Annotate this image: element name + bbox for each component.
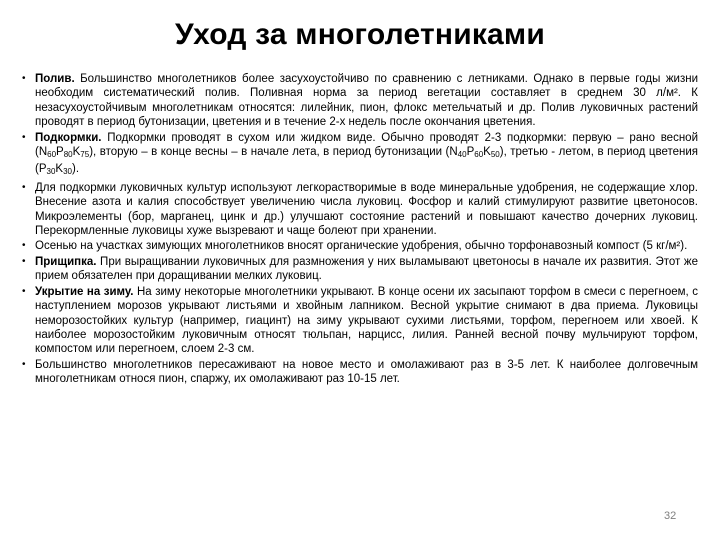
list-item-autumn-fertilizing: [22, 239, 698, 253]
formula-letter: P: [466, 146, 475, 159]
bullet-icon: •: [22, 285, 26, 297]
bullet-icon: •: [22, 131, 26, 143]
subscript: 30: [46, 167, 56, 177]
list-item-bulb-fertilizing: [22, 181, 698, 239]
list-item-watering: [22, 72, 698, 130]
page-number: 32: [664, 510, 677, 522]
subscript: 75: [80, 150, 90, 160]
item-text: Осенью на участках зимующих многолетников вносят органические удобрения, обычно торфонавозный компост (5 кг/м²).: [35, 240, 688, 253]
formula-letter: P: [56, 146, 64, 159]
list-item-pinching: [22, 255, 698, 284]
item-text: ).: [71, 163, 80, 176]
list-item-fertilizing: [22, 131, 698, 180]
subscript: 60: [474, 150, 484, 160]
subscript: 60: [47, 150, 57, 160]
bullet-icon: •: [22, 240, 26, 252]
subscript: 40: [457, 150, 467, 160]
slide-title: Уход за многолетниками: [175, 18, 545, 51]
bullet-icon: •: [22, 73, 26, 84]
item-text: Для подкормки луковичных культур используют легкорастворимые в воде минеральные удобрения, не содержащие хлор. Внесение азота и калия способствует увеличению числа луковиц. Фосфор и калий стимулируют развитие цветоносов. Микроэлементы (бор, марганец, цинк и др.) улучшают состояние растений и повышают качество дочерних луковиц. Перекормленные луковицы хуже вызревают и чаще болеют при хранении.: [35, 181, 698, 238]
formula-letter: K: [55, 163, 64, 176]
list-item-transplanting: [22, 358, 698, 387]
item-label: Подкормки.: [35, 131, 102, 144]
formula-letter: K: [483, 146, 491, 159]
bullet-list: [22, 72, 698, 387]
item-text: Большинство многолетников более засухоустойчиво по сравнению с летниками. Однако в первые годы жизни необходим систематический полив. Поливная норма за период вегетации составляет в среднем 30 л/м². К незасухоустойчивым многолетникам относятся: лилейник, пион, флокс метельчатый и др. Полив луковичных растений проводят в период бутонизации, цветения и в течение 2-х недель после окончания цветения.: [35, 73, 698, 129]
item-label: Укрытие на зиму.: [35, 285, 134, 298]
bullet-list-container: [22, 72, 698, 387]
item-label: Полив.: [35, 73, 75, 85]
item-text: ), вторую – в конце весны – в начале лета, в период бутонизации (N: [89, 146, 458, 159]
subscript: 50: [490, 150, 500, 160]
subscript: 80: [63, 150, 73, 160]
item-text: На зиму некоторые многолетники укрывают. В конце осени их засыпают торфом в смеси с перегноем, с наступлением морозов укрывают листьями и хвойным лапником. Весной укрытие снимают в два приема. Луковицы неморозостойких культур (например, гиацинт) на зиму укрывают сухими листьями, торфом, перегноем или хвоей. К наиболее морозостойким луковичным относят тюльпан, нарцисс, лилия. Ранней весной почву мульчируют торфом, компостом или перегноем, слоем 2-3 см.: [35, 285, 699, 356]
item-text: Большинство многолетников пересаживают на новое место и омолаживают раз в 3-5 лет. К наиболее долговечным многолетникам относя пион, спаржу, их омолаживают раз 10-15 лет.: [35, 358, 698, 386]
item-text: ), третью - летом, в период цветения (P: [35, 146, 698, 176]
list-item-winter-cover: [22, 285, 698, 357]
item-label: Прищипка.: [35, 255, 97, 268]
bullet-icon: •: [22, 255, 26, 267]
bullet-icon: •: [22, 181, 26, 193]
formula-letter: K: [72, 146, 81, 159]
item-text: Подкормки проводят в сухом или жидком виде. Обычно проводят 2-3 подкормки: первую – рано весной (N: [35, 131, 698, 159]
subscript: 30: [63, 167, 72, 177]
item-text: При выращивании луковичных для размножения у них выламывают цветоносы в начале их развития. Этот же прием обязателен при доращивании мелких луковиц.: [35, 255, 698, 283]
bullet-icon: •: [22, 358, 26, 370]
